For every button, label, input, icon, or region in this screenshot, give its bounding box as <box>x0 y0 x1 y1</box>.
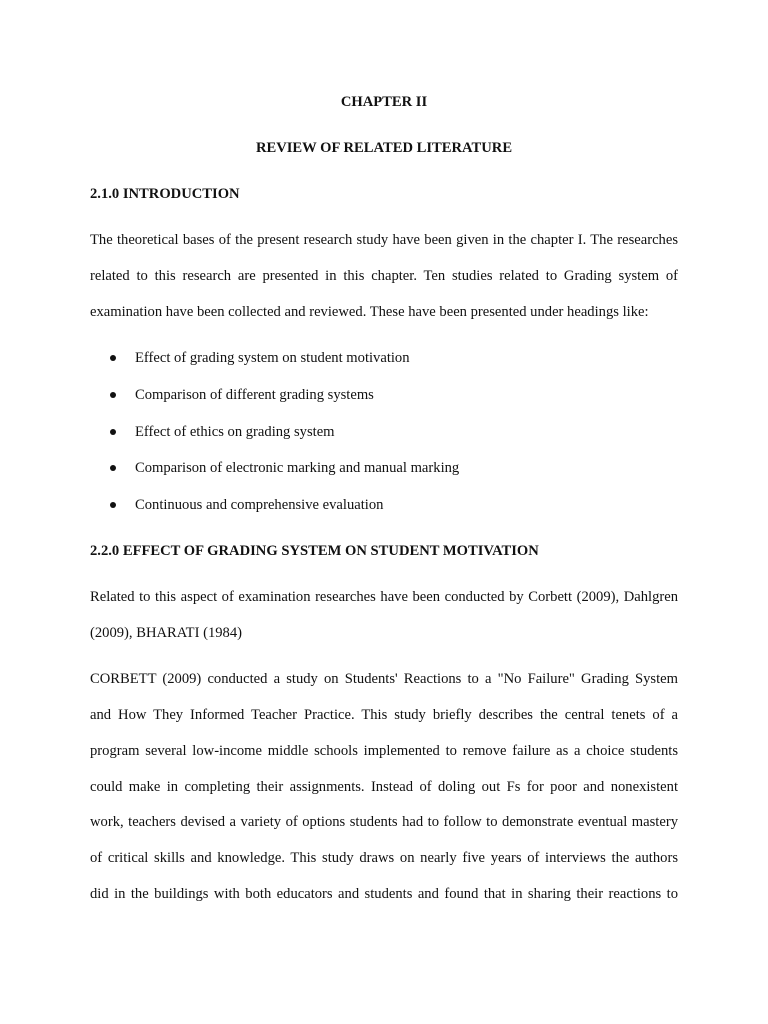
paragraph-line: related to this research are presented in this chapter. Ten studies related to Grading system of <box>90 268 678 284</box>
chapter-heading: CHAPTER II <box>340 94 428 110</box>
paragraph-line: work, teachers devised a variety of options students had to follow to demonstrate eventual mastery <box>90 814 678 830</box>
list-item <box>110 349 410 367</box>
bullet-icon <box>110 355 116 361</box>
paragraph-line: The theoretical bases of the present research study have been given in the chapter I. The researches <box>90 232 678 248</box>
list-item-text: Effect of ethics on grading system <box>135 424 335 440</box>
section-heading-introduction: 2.1.0 INTRODUCTION <box>90 186 240 202</box>
bullet-icon <box>110 502 116 508</box>
bullet-icon <box>110 392 116 398</box>
paragraph-line: examination have been collected and reviewed. These have been presented under headings like: <box>90 304 649 320</box>
paragraph-line: of critical skills and knowledge. This study draws on nearly five years of interviews the authors <box>90 850 678 866</box>
paragraph-line: and How They Informed Teacher Practice. This study briefly describes the central tenets of a <box>90 707 678 723</box>
chapter-title: REVIEW OF RELATED LITERATURE <box>255 140 513 156</box>
list-item-text: Continuous and comprehensive evaluation <box>135 497 384 513</box>
paragraph-line: (2009), BHARATI (1984) <box>90 625 243 641</box>
paragraph-line: did in the buildings with both educators and students and found that in sharing their reactions to <box>90 886 678 902</box>
list-item-text: Comparison of different grading systems <box>135 387 374 403</box>
list-item <box>110 423 335 441</box>
list-item-text: Effect of grading system on student motivation <box>135 350 410 366</box>
paragraph-line: program several low-income middle schools implemented to remove failure as a choice students <box>90 743 678 759</box>
list-item <box>110 386 374 404</box>
list-item <box>110 496 383 514</box>
section-heading-grading-motivation: 2.2.0 EFFECT OF GRADING SYSTEM ON STUDENT MOTIVATION <box>90 543 539 559</box>
bullet-icon <box>110 465 116 471</box>
list-item <box>110 459 459 477</box>
paragraph-line: could make in completing their assignments. Instead of doling out Fs for poor and nonexistent <box>90 779 678 795</box>
paragraph-line: Related to this aspect of examination researches have been conducted by Corbett (2009), Dahlgren <box>90 589 678 605</box>
paragraph-line: CORBETT (2009) conducted a study on Students' Reactions to a "No Failure" Grading System <box>90 671 678 687</box>
list-item-text: Comparison of electronic marking and manual marking <box>135 460 460 476</box>
bullet-icon <box>110 429 116 435</box>
